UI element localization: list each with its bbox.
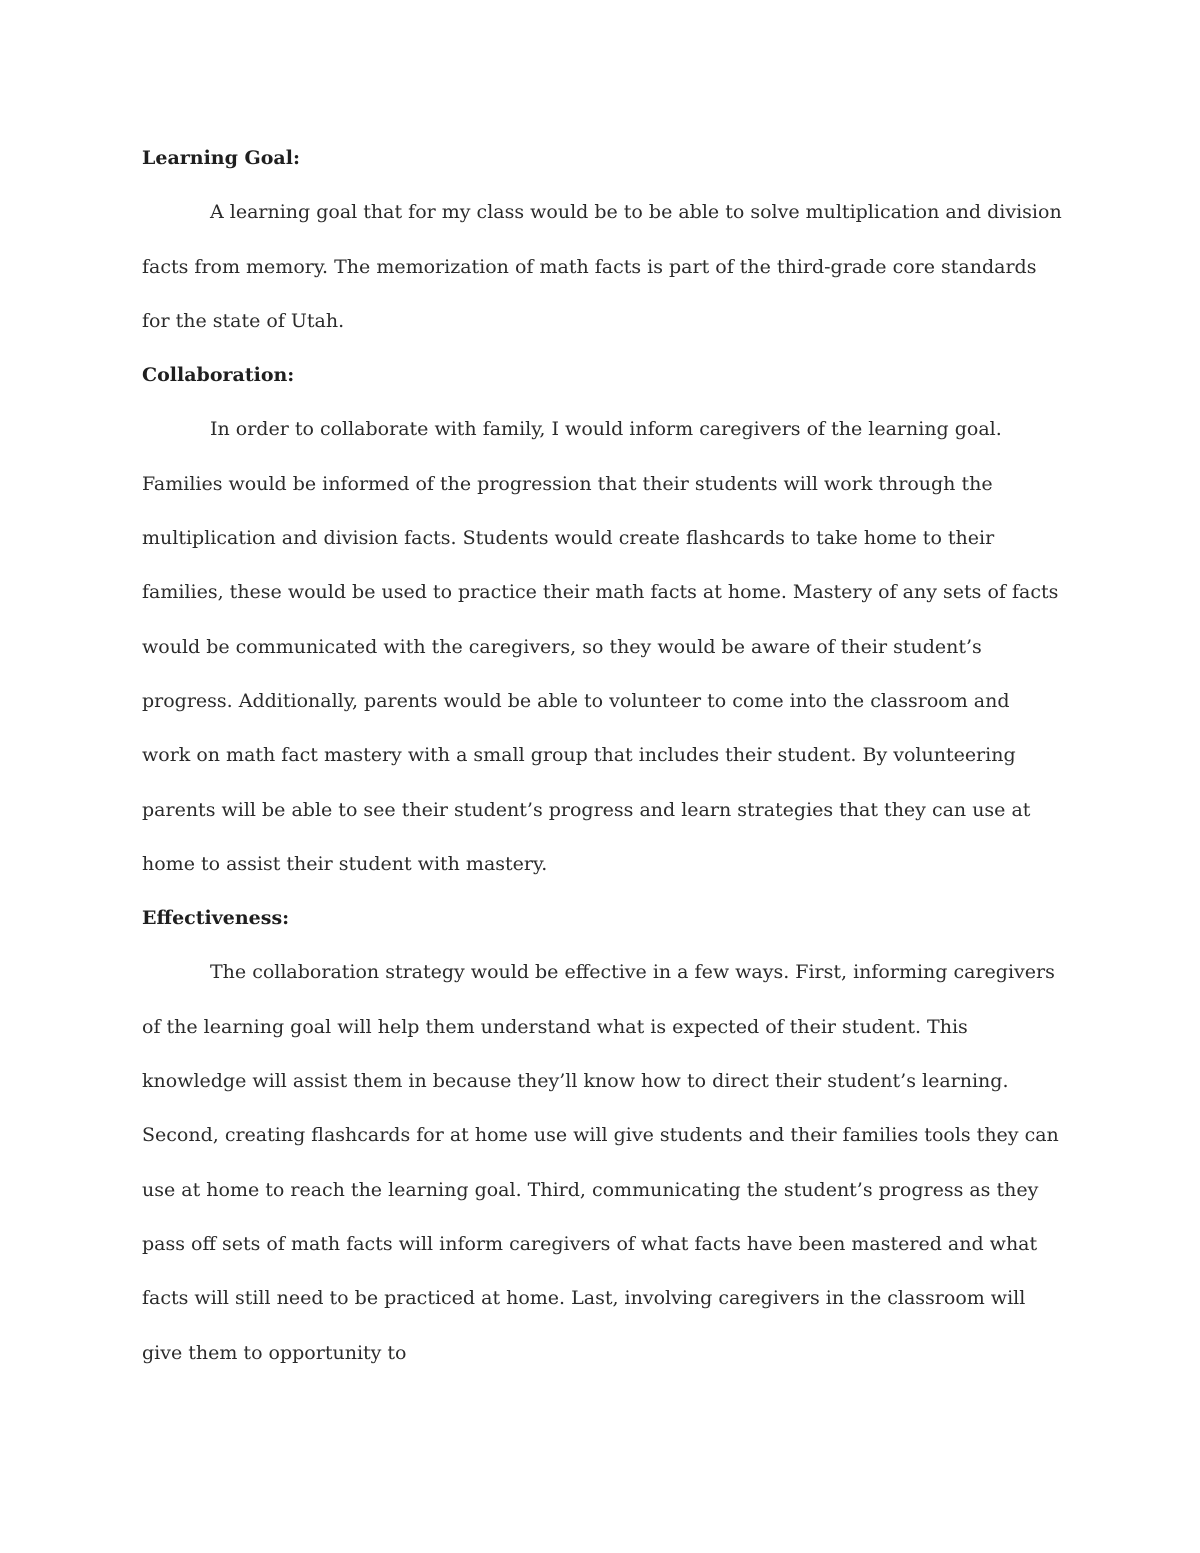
paragraph-collaboration: In order to collaborate with family, I would inform caregivers of the learning goal. Families would be informed of the progression that their students will work through the multiplication and division facts. Students would create flashcards to take home to their families, these would be used to practice their math facts at home. Mastery of any sets of facts would be communicated with the caregivers, so they would be aware of their student’s progress. Additionally, parents would be able to volunteer to come into the classroom and work on math fact mastery with a small group that includes their student. By volunteering parents will be able to see their student’s progress and learn strategies that they can use at home to assist their student with mastery. bbox=[142, 418, 1059, 875]
paragraph-effectiveness: The collaboration strategy would be effective in a few ways. First, informing caregivers of the learning goal will help them understand what is expected of their student. This knowledge will assist them in because they’ll know how to direct their student’s learning. Second, creating flashcards for at home use will give students and their families tools they can use at home to reach the learning goal. Third, communicating the student’s progress as they pass off sets of math facts will inform caregivers of what facts have been mastered and what facts will still need to be practiced at home. Last, involving caregivers in the classroom will give them to opportunity to bbox=[142, 961, 1059, 1364]
section-heading-collaboration: Collaboration: bbox=[142, 364, 295, 387]
section-heading-effectiveness: Effectiveness: bbox=[142, 907, 290, 930]
paragraph-learning-goal: A learning goal that for my class would be to be able to solve multiplication and division facts from memory. The memorization of math facts is part of the third-grade core standards for the state of Utah. bbox=[142, 201, 1062, 332]
section-heading-learning-goal: Learning Goal: bbox=[142, 147, 300, 169]
document-body bbox=[142, 131, 1062, 1380]
